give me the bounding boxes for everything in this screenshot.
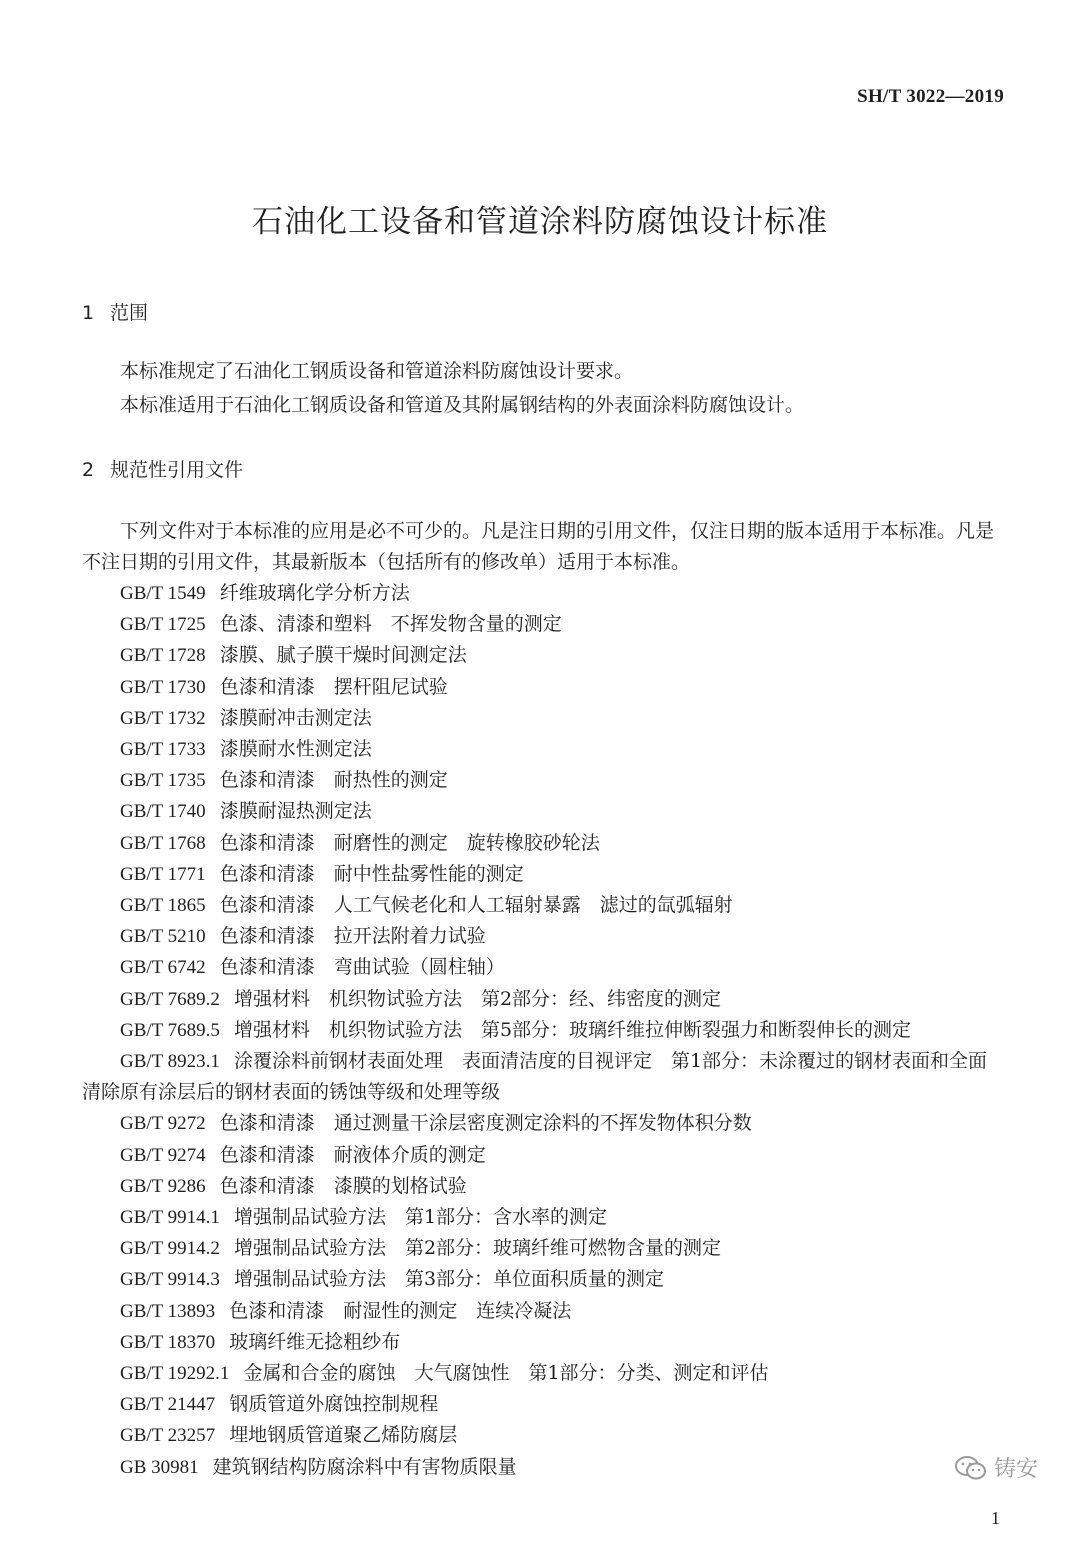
reference-item xyxy=(82,1452,1002,1483)
reference-title: 增强制品试验方法 第3部分：单位面积质量的测定 xyxy=(233,1268,665,1291)
reference-title: 增强材料 机织物试验方法 第5部分：玻璃纤维拉伸断裂强力和断裂伸长的测定 xyxy=(233,1018,912,1041)
reference-code: GB/T 9914.1 xyxy=(120,1207,220,1229)
reference-item xyxy=(82,1015,1002,1046)
reference-code: GB/T 9274 xyxy=(120,1144,206,1166)
reference-code: GB/T 13893 xyxy=(120,1300,216,1322)
reference-code: GB/T 1735 xyxy=(120,770,206,792)
reference-code: GB/T 1549 xyxy=(120,583,206,604)
reference-item xyxy=(82,734,1002,765)
reference-code: GB/T 9914.3 xyxy=(120,1269,220,1291)
reference-code: GB/T 5210 xyxy=(120,926,206,948)
reference-title: 漆膜耐湿热测定法 xyxy=(219,800,372,823)
section-1-heading xyxy=(82,298,148,325)
section-2-heading xyxy=(82,455,243,482)
section-1-paragraph-2: 本标准适用于石油化工钢质设备和管道及其附属钢结构的外表面涂料防腐蚀设计。 xyxy=(120,394,805,416)
reference-code: GB/T 1725 xyxy=(120,614,206,636)
reference-title: 色漆和清漆 耐磨性的测定 旋转橡胶砂轮法 xyxy=(219,831,600,854)
reference-item xyxy=(82,578,1002,609)
reference-list xyxy=(82,578,1002,1483)
reference-item xyxy=(82,609,1002,640)
reference-item xyxy=(82,1140,1002,1171)
reference-code: GB/T 1768 xyxy=(120,832,206,854)
reference-item xyxy=(82,859,1002,890)
reference-title: 增强制品试验方法 第2部分：玻璃纤维可燃物含量的测定 xyxy=(233,1237,722,1260)
reference-item xyxy=(82,1233,1002,1264)
reference-title: 色漆和清漆 漆膜的划格试验 xyxy=(219,1174,467,1197)
reference-item xyxy=(82,640,1002,671)
reference-item xyxy=(82,1202,1002,1233)
wechat-icon xyxy=(954,1455,988,1481)
reference-item xyxy=(82,1046,1002,1108)
reference-item xyxy=(82,1389,1002,1420)
reference-item xyxy=(82,890,1002,921)
reference-title: 纤维玻璃化学分析方法 xyxy=(219,582,410,604)
reference-code: GB/T 1733 xyxy=(120,739,206,761)
reference-title: 色漆、清漆和塑料 不挥发物含量的测定 xyxy=(219,613,562,636)
reference-title: 色漆和清漆 摆杆阻尼试验 xyxy=(219,675,448,698)
reference-title: 色漆和清漆 耐热性的测定 xyxy=(219,769,448,792)
reference-code: GB/T 23257 xyxy=(120,1425,216,1447)
section-title: 规范性引用文件 xyxy=(110,459,244,481)
section-number: 1 xyxy=(82,302,95,324)
reference-title: 色漆和清漆 耐液体介质的测定 xyxy=(219,1143,486,1166)
reference-title: 增强材料 机织物试验方法 第2部分：经、纬密度的测定 xyxy=(233,987,722,1010)
reference-code: GB/T 8923.1 xyxy=(120,1051,220,1073)
reference-title: 金属和合金的腐蚀 大气腐蚀性 第1部分：分类、测定和评估 xyxy=(243,1362,769,1385)
reference-item xyxy=(82,921,1002,952)
reference-item xyxy=(82,1327,1002,1358)
document-title: 石油化工设备和管道涂料防腐蚀设计标准 xyxy=(252,204,828,240)
reference-item xyxy=(82,672,1002,703)
watermark-text: 铸安 xyxy=(993,1457,1038,1482)
reference-item xyxy=(82,952,1002,983)
reference-title: 色漆和清漆 耐中性盐雾性能的测定 xyxy=(219,862,524,885)
reference-code: GB/T 7689.2 xyxy=(120,988,220,1010)
reference-title: 漆膜耐水性测定法 xyxy=(219,738,372,761)
reference-title: 涂覆涂料前钢材表面处理 表面清洁度的目视评定 第1部分：未涂覆过的钢材表面和全面清除原有涂层后的钢材表面的锈蚀等级和处理等级 xyxy=(82,1050,988,1104)
reference-code: GB/T 1732 xyxy=(120,707,206,729)
reference-item xyxy=(82,796,1002,827)
reference-item xyxy=(82,828,1002,859)
reference-title: 色漆和清漆 弯曲试验（圆柱轴） xyxy=(219,956,505,979)
section-2-paragraph: 下列文件对于本标准的应用是必不可少的。凡是注日期的引用文件，仅注日期的版本适用于本标准。凡是不注日期的引用文件，其最新版本（包括所有的修改单）适用于本标准。 xyxy=(82,520,995,573)
reference-code: GB/T 7689.5 xyxy=(120,1019,220,1041)
reference-item xyxy=(82,703,1002,734)
reference-code: GB/T 21447 xyxy=(120,1394,216,1416)
reference-title: 埋地钢质管道聚乙烯防腐层 xyxy=(229,1424,458,1447)
reference-item xyxy=(82,1171,1002,1202)
reference-title: 色漆和清漆 拉开法附着力试验 xyxy=(219,925,486,948)
reference-title: 建筑钢结构防腐涂料中有害物质限量 xyxy=(212,1455,517,1478)
reference-title: 漆膜耐冲击测定法 xyxy=(219,706,372,729)
page-number: 1 xyxy=(991,1508,1000,1528)
reference-code: GB/T 6742 xyxy=(120,957,206,979)
reference-title: 色漆和清漆 耐湿性的测定 连续冷凝法 xyxy=(229,1299,572,1322)
reference-code: GB/T 9272 xyxy=(120,1113,206,1135)
reference-item xyxy=(82,984,1002,1015)
reference-code: GB/T 9286 xyxy=(120,1175,206,1197)
reference-code: GB/T 1771 xyxy=(120,863,206,885)
reference-code: GB 30981 xyxy=(120,1456,199,1478)
reference-item xyxy=(82,1420,1002,1451)
reference-item xyxy=(82,1358,1002,1389)
reference-code: GB/T 9914.2 xyxy=(120,1238,220,1260)
reference-code: GB/T 1730 xyxy=(120,676,206,698)
watermark xyxy=(954,1452,1038,1483)
reference-code: GB/T 18370 xyxy=(120,1331,216,1353)
reference-title: 增强制品试验方法 第1部分：含水率的测定 xyxy=(233,1206,608,1229)
reference-code: GB/T 1728 xyxy=(120,645,206,667)
reference-title: 色漆和清漆 人工气候老化和人工辐射暴露 滤过的氙弧辐射 xyxy=(219,894,733,917)
reference-item xyxy=(82,1108,1002,1139)
reference-code: GB/T 1740 xyxy=(120,801,206,823)
reference-code: GB/T 19292.1 xyxy=(120,1363,230,1385)
reference-title: 漆膜、腻子膜干燥时间测定法 xyxy=(219,644,467,667)
reference-item xyxy=(82,765,1002,796)
reference-title: 玻璃纤维无捻粗纱布 xyxy=(229,1330,401,1353)
section-number: 2 xyxy=(82,459,95,481)
reference-item xyxy=(82,1264,1002,1295)
reference-code: GB/T 1865 xyxy=(120,895,206,917)
section-title: 范围 xyxy=(110,302,149,324)
section-1-paragraph-1: 本标准规定了石油化工钢质设备和管道涂料防腐蚀设计要求。 xyxy=(120,360,634,382)
standard-code: SH/T 3022—2019 xyxy=(857,86,1004,107)
reference-title: 钢质管道外腐蚀控制规程 xyxy=(229,1393,439,1416)
reference-title: 色漆和清漆 通过测量干涂层密度测定涂料的不挥发物体积分数 xyxy=(219,1112,752,1135)
reference-item xyxy=(82,1296,1002,1327)
